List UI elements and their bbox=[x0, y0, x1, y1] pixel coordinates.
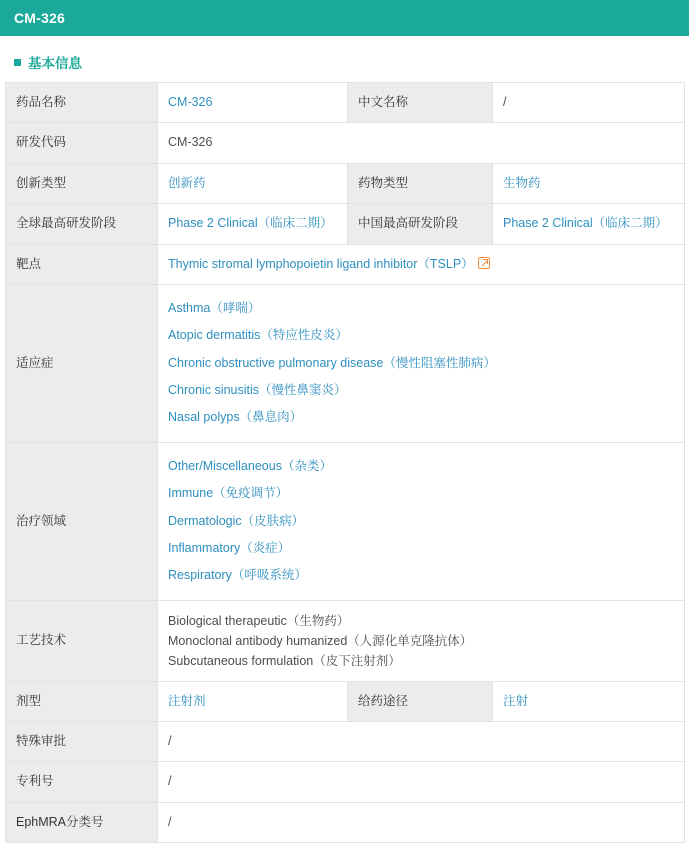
table-row bbox=[6, 284, 685, 442]
row-value-drug-name bbox=[158, 83, 348, 123]
therapeutic-area-link[interactable]: Dermatologic（皮肤病） bbox=[168, 513, 305, 528]
special-approval-value: / bbox=[168, 734, 172, 748]
therapeutic-area-link[interactable]: Inflammatory（炎症） bbox=[168, 540, 291, 555]
therapeutic-area-link[interactable]: Other/Miscellaneous（杂类） bbox=[168, 458, 332, 473]
list-item bbox=[168, 350, 674, 377]
target-link[interactable]: Thymic stromal lymphopoietin ligand inhibitor（TSLP） bbox=[168, 256, 474, 271]
section-header bbox=[0, 36, 689, 82]
table-row bbox=[6, 163, 685, 203]
china-phase-link[interactable]: Phase 2 Clinical（临床二期） bbox=[503, 216, 668, 231]
row-value-china-phase bbox=[493, 204, 685, 244]
ephmra-value: / bbox=[168, 814, 172, 829]
row-value-patent bbox=[158, 762, 685, 802]
table-row bbox=[6, 802, 685, 842]
row-value-indications bbox=[158, 284, 685, 442]
row-value-global-phase bbox=[158, 204, 348, 244]
dosage-form-link[interactable]: 注射剂 bbox=[168, 693, 206, 708]
row-value-ephmra bbox=[158, 802, 685, 842]
page-header bbox=[0, 0, 689, 36]
row-label-global-phase: 全球最高研发阶段 bbox=[6, 204, 158, 244]
technology-value: Monoclonal antibody humanized（人源化单克隆抗体） bbox=[168, 633, 473, 648]
list-item bbox=[168, 508, 674, 535]
row-label-drug-name: 药品名称 bbox=[6, 83, 158, 123]
row-label-rd-code: 研发代码 bbox=[6, 123, 158, 163]
row-value-target bbox=[158, 244, 685, 284]
table-row bbox=[6, 762, 685, 802]
indication-link[interactable]: Chronic sinusitis（慢性鼻窦炎） bbox=[168, 383, 347, 397]
page-title: CM-326 bbox=[14, 10, 65, 26]
row-label-innovation-type: 创新类型 bbox=[6, 163, 158, 203]
technology-value: Subcutaneous formulation（皮下注射剂） bbox=[168, 653, 401, 668]
basic-info-table bbox=[5, 82, 685, 843]
row-label-patent: 专利号 bbox=[6, 762, 158, 802]
indication-link[interactable]: Chronic obstructive pulmonary disease（慢性阻塞性肺病） bbox=[168, 355, 496, 370]
table-row bbox=[6, 204, 685, 244]
list-item bbox=[168, 535, 674, 562]
therapeutic-area-link[interactable]: Respiratory（呼吸系统） bbox=[168, 568, 307, 583]
table-row bbox=[6, 83, 685, 123]
indication-link[interactable]: Nasal polyps（鼻息肉） bbox=[168, 410, 303, 425]
table-row bbox=[6, 123, 685, 163]
row-value-dosage-form bbox=[158, 681, 348, 721]
table-row bbox=[6, 244, 685, 284]
row-value-special-approval bbox=[158, 722, 685, 762]
row-label-therapeutic-areas: 治疗领域 bbox=[6, 442, 158, 600]
row-value-drug-type bbox=[493, 163, 685, 203]
global-phase-link[interactable]: Phase 2 Clinical（临床二期） bbox=[168, 216, 333, 231]
row-value-innovation-type bbox=[158, 163, 348, 203]
technology-value: Biological therapeutic（生物药） bbox=[168, 613, 350, 628]
list-item bbox=[168, 480, 674, 507]
therapeutic-area-link[interactable]: Immune（免疫调节） bbox=[168, 486, 289, 501]
row-value-rd-code bbox=[158, 123, 685, 163]
table-row bbox=[6, 600, 685, 681]
row-label-dosage-form: 剂型 bbox=[6, 681, 158, 721]
row-label-technology: 工艺技术 bbox=[6, 600, 158, 681]
drug-type-link[interactable]: 生物药 bbox=[503, 175, 541, 190]
row-value-chinese-name bbox=[493, 83, 685, 123]
external-link-icon[interactable] bbox=[478, 257, 490, 269]
indication-link[interactable]: Atopic dermatitis（特应性皮炎） bbox=[168, 328, 348, 343]
square-bullet-icon bbox=[14, 59, 21, 66]
row-label-target: 靶点 bbox=[6, 244, 158, 284]
row-label-special-approval: 特殊审批 bbox=[6, 722, 158, 762]
list-item bbox=[168, 651, 674, 671]
patent-value: / bbox=[168, 774, 172, 789]
indication-link[interactable]: Asthma（哮喘） bbox=[168, 300, 261, 315]
chinese-name-value: / bbox=[503, 95, 507, 109]
table-row bbox=[6, 681, 685, 721]
innovation-type-link[interactable]: 创新药 bbox=[168, 175, 206, 190]
drug-name-link[interactable]: CM-326 bbox=[168, 95, 213, 109]
list-item bbox=[168, 295, 674, 322]
list-item bbox=[168, 631, 674, 651]
table-row bbox=[6, 722, 685, 762]
table-row bbox=[6, 442, 685, 600]
list-item bbox=[168, 322, 674, 349]
section-title-label: 基本信息 bbox=[28, 56, 82, 71]
route-link[interactable]: 注射 bbox=[503, 693, 529, 708]
list-item bbox=[168, 404, 674, 431]
row-value-technology bbox=[158, 600, 685, 681]
row-label-indications: 适应症 bbox=[6, 284, 158, 442]
list-item bbox=[168, 611, 674, 631]
list-item bbox=[168, 377, 674, 404]
row-label-chinese-name: 中文名称 bbox=[348, 83, 493, 123]
rd-code-value: CM-326 bbox=[168, 135, 213, 150]
row-value-therapeutic-areas bbox=[158, 442, 685, 600]
list-item bbox=[168, 453, 674, 480]
row-label-china-phase: 中国最高研发阶段 bbox=[348, 204, 493, 244]
list-item bbox=[168, 562, 674, 589]
row-label-route: 给药途径 bbox=[348, 681, 493, 721]
row-label-ephmra: EphMRA分类号 bbox=[6, 802, 158, 842]
row-value-route bbox=[493, 681, 685, 721]
row-label-drug-type: 药物类型 bbox=[348, 163, 493, 203]
